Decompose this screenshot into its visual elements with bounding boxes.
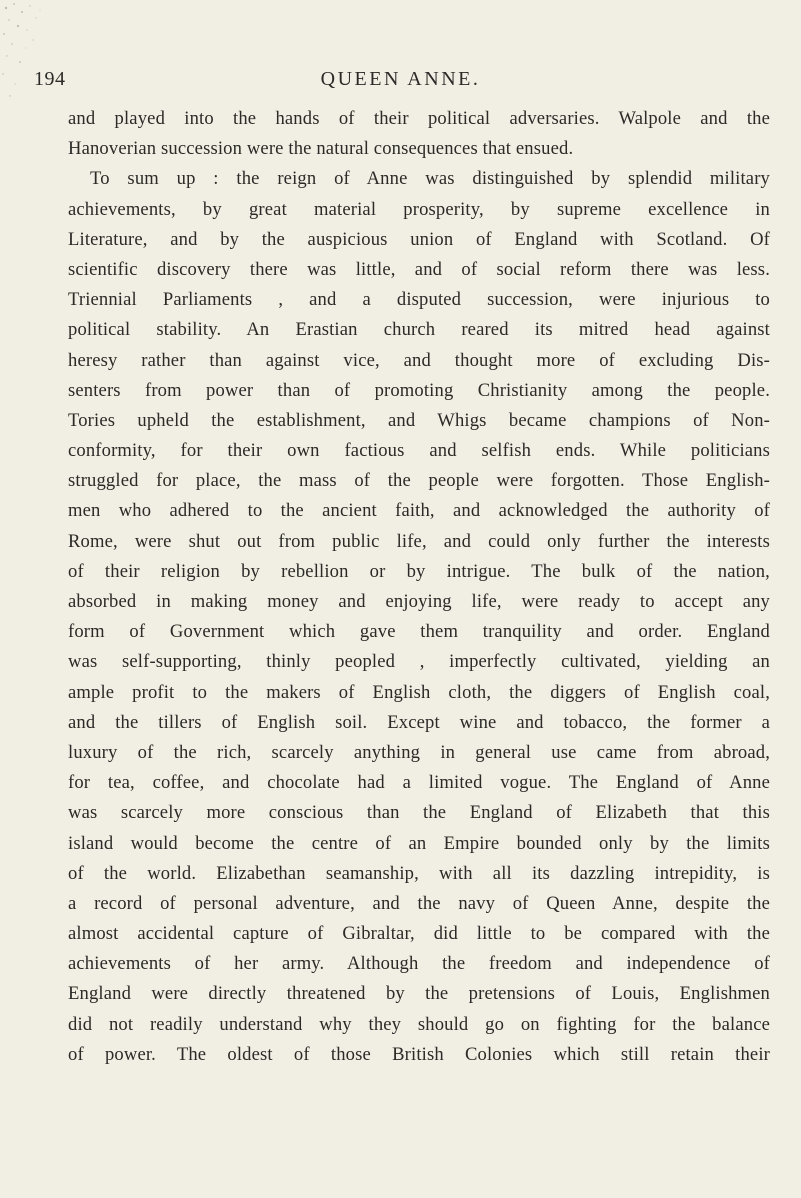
text-line: Triennial Parliaments , and a disputed succession, were injurious to: [68, 289, 770, 311]
text-line: luxury of the rich, scarcely anything in general use came from abroad,: [68, 741, 770, 763]
text-line: senters from power than of promoting Christianity among the people.: [68, 379, 770, 401]
text-line: achievements of her army. Although the freedom and independence of: [68, 953, 770, 975]
text-line: scientific discovery there was little, and of social reform there was less.: [68, 258, 770, 280]
text-line: struggled for place, the mass of the people were forgotten. Those English-: [68, 470, 770, 492]
text-line: was scarcely more conscious than the England of Elizabeth that this: [68, 802, 770, 824]
text-line: ample profit to the makers of English cloth, the diggers of English coal,: [68, 681, 770, 703]
text-line: Hanoverian succession were the natural consequences that ensued.: [68, 138, 574, 160]
text-line: for tea, coffee, and chocolate had a limited vogue. The England of Anne: [68, 772, 770, 794]
text-line: men who adhered to the ancient faith, and acknowledged the authority of: [68, 500, 770, 522]
running-title: QUEEN ANNE.: [320, 68, 481, 90]
text-line: island would become the centre of an Empire bounded only by the limits: [68, 832, 770, 854]
text-line: absorbed in making money and enjoying life, were ready to accept any: [68, 591, 770, 612]
text-line: almost accidental capture of Gibraltar, did little to be compared with the: [68, 923, 770, 945]
text-line: Rome, were shut out from public life, and could only further the interests: [68, 530, 770, 552]
text-line: was self-supporting, thinly peopled , imperfectly cultivated, yielding an: [68, 651, 770, 673]
text-line: and the tillers of English soil. Except wine and tobacco, the former a: [68, 711, 770, 733]
text-line: and played into the hands of their political adversaries. Walpole and the: [68, 108, 770, 129]
text-line: of power. The oldest of those British Colonies which still retain their: [68, 1043, 770, 1065]
page-number: 194: [34, 68, 66, 90]
text-line: did not readily understand why they should go on fighting for the balance: [68, 1013, 770, 1035]
text-line: of the world. Elizabethan seamanship, with all its dazzling intrepidity, is: [68, 862, 770, 884]
text-line: heresy rather than against vice, and thought more of excluding Dis-: [68, 349, 770, 371]
text-line: England were directly threatened by the pretensions of Louis, Englishmen: [68, 983, 770, 1005]
body-text: [68, 104, 770, 1070]
running-head: [0, 60, 801, 96]
text-line: conformity, for their own factious and selfish ends. While politicians: [68, 440, 770, 462]
text-line: Tories upheld the establishment, and Whigs became champions of Non-: [68, 409, 770, 431]
text-line: To sum up : the reign of Anne was distinguished by splendid military: [90, 168, 770, 190]
text-line: a record of personal adventure, and the navy of Queen Anne, despite the: [68, 892, 770, 914]
text-line: achievements, by great material prosperity, by supreme excellence in: [68, 198, 770, 220]
text-line: Literature, and by the auspicious union of England with Scotland. Of: [68, 228, 770, 250]
text-line: form of Government which gave them tranquility and order. England: [68, 621, 770, 643]
text-line: political stability. An Erastian church reared its mitred head against: [68, 319, 770, 341]
text-line: of their religion by rebellion or by intrigue. The bulk of the nation,: [68, 560, 770, 582]
